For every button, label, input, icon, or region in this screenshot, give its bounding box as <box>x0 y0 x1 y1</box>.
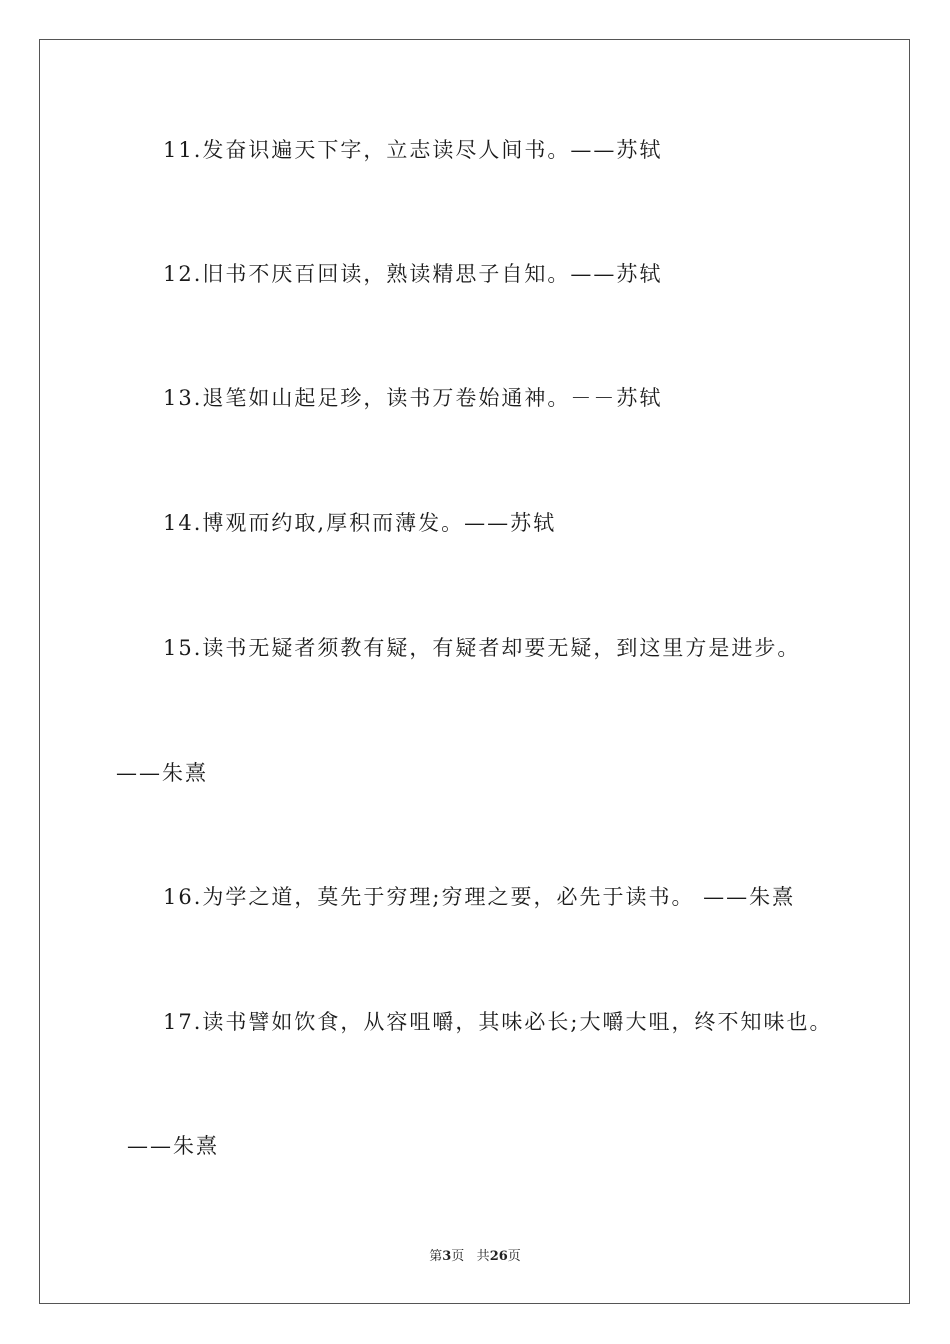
footer-total-prefix: 共 <box>476 1249 490 1264</box>
quote-line-11: 11.发奋识遍天下字，立志读尽人间书。——苏轼 <box>163 138 663 162</box>
footer-page-number: 3 <box>442 1249 452 1264</box>
quote-line-17-author: ——朱熹 <box>127 1134 219 1158</box>
page-footer <box>0 1249 950 1265</box>
quote-line-15-author: ——朱熹 <box>116 761 208 785</box>
footer-page-prefix: 第 <box>429 1249 443 1264</box>
quote-line-14: 14.博观而约取,厚积而薄发。——苏轼 <box>163 511 557 535</box>
quote-line-12: 12.旧书不厌百回读，熟读精思子自知。——苏轼 <box>163 262 663 286</box>
quote-line-15: 15.读书无疑者须教有疑，有疑者却要无疑，到这里方是进步。 <box>163 636 801 660</box>
quote-line-17: 17.读书譬如饮食，从容咀嚼，其味必长;大嚼大咀，终不知味也。 <box>163 1010 833 1034</box>
quote-line-13: 13.退笔如山起足珍，读书万卷始通神。－－苏轼 <box>163 386 663 410</box>
quote-line-16: 16.为学之道，莫先于穷理;穷理之要，必先于读书。 ——朱熹 <box>163 885 796 909</box>
page-frame <box>39 39 910 1304</box>
footer-page-suffix: 页 <box>451 1249 465 1264</box>
footer-total-pages: 26 <box>489 1249 508 1264</box>
footer-total-suffix: 页 <box>507 1249 521 1264</box>
